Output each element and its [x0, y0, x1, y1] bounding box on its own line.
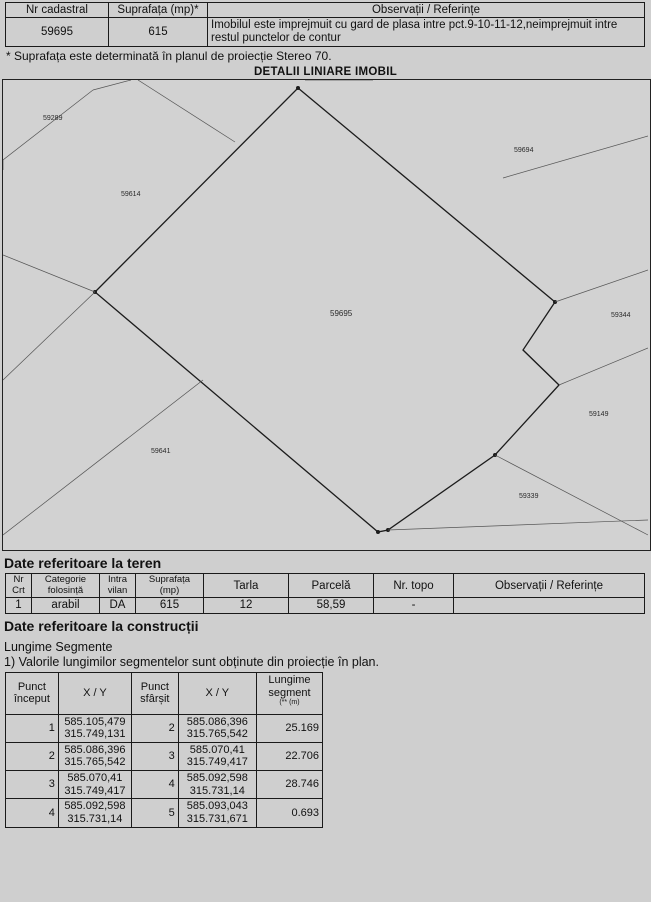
coord-x: 585.070,41 [189, 743, 245, 756]
header-suprafata: Suprafața (mp) [136, 574, 204, 598]
parcel-outline-59695 [95, 88, 559, 532]
cell-punct-inceput: 3 [6, 771, 59, 799]
parcel-edge [523, 350, 559, 385]
neighbour-line [93, 80, 131, 90]
table-row [6, 598, 645, 614]
header-nr-cadastral: Nr cadastral [6, 3, 109, 18]
header-parcela: Parcelă [289, 574, 374, 598]
cell-punct-sfarsit: 3 [131, 742, 178, 770]
neighbour-line [3, 292, 95, 380]
neighbour-line [3, 90, 93, 160]
cell-intravilan: DA [100, 598, 136, 614]
cell-xy-end [178, 714, 256, 742]
cell-punct-inceput: 2 [6, 742, 59, 770]
header-punct-inceput: Punct început [6, 672, 59, 714]
suprafata-footnote: * Suprafața este determinată în planul de proiecție Stereo 70. [6, 49, 332, 64]
cell-suprafata: 615 [136, 598, 204, 614]
neighbour-line [559, 348, 648, 385]
header-intravilan: Intra vilan [100, 574, 136, 598]
coord-x: 585.070,41 [67, 772, 123, 785]
cell-observatii: Imobilul este imprejmuit cu gard de plasa intre pct.9-10-11-12,neimprejmuit intre restul punctelor de contur [208, 18, 645, 47]
coord-x: 585.092,598 [64, 800, 126, 813]
table-row [6, 18, 645, 47]
cell-punct-sfarsit: 4 [131, 771, 178, 799]
header-categorie: Categorie folosință [32, 574, 100, 598]
neighbour-line [388, 520, 648, 530]
header-observatii: Observații / Referințe [208, 3, 645, 18]
neighbour-line [138, 80, 235, 142]
cell-punct-inceput: 1 [6, 714, 59, 742]
header-punct-sfarsit: Punct sfârșit [131, 672, 178, 714]
coord-y: 315.731,671 [186, 813, 248, 826]
header-observatii: Observații / Referințe [454, 574, 645, 598]
constructii-section-title: Date referitoare la construcții [4, 617, 199, 634]
plan-label: 59641 [151, 448, 171, 456]
plan-title: DETALII LINIARE IMOBIL [253, 66, 398, 79]
coord-y: 315.765,542 [64, 756, 126, 769]
cell-suprafata: 615 [109, 18, 208, 47]
cell-xy-end [178, 771, 256, 799]
cell-observatii [454, 598, 645, 614]
cell-punct-sfarsit: 5 [131, 799, 178, 827]
teren-table [5, 573, 645, 614]
cell-lungime: 25.169 [256, 714, 322, 742]
table-row [6, 672, 323, 714]
cell-nr-cadastral: 59695 [6, 18, 109, 47]
plan-label: 59289 [43, 115, 63, 123]
table-row [6, 799, 323, 827]
header-xy-start: X / Y [58, 672, 131, 714]
coord-x: 585.093,043 [186, 800, 248, 813]
neighbour-line [555, 270, 648, 302]
coord-x: 585.086,396 [186, 715, 248, 728]
header-lungime [256, 672, 322, 714]
cell-nr-crt: 1 [6, 598, 32, 614]
coord-x: 585.086,396 [64, 743, 126, 756]
header-tarla: Tarla [204, 574, 289, 598]
table-row [6, 3, 645, 18]
segmente-subtitle: 1) Valorile lungimilor segmentelor sunt obținute din proiecție în plan. [4, 654, 379, 669]
cell-lungime: 22.706 [256, 742, 322, 770]
coord-y: 315.731,14 [67, 813, 123, 826]
vertex-point [296, 86, 300, 90]
segmente-table [5, 672, 323, 828]
cell-lungime: 0.693 [256, 799, 322, 827]
table-row [6, 771, 323, 799]
plan-svg [3, 80, 648, 548]
plan-label: 59339 [519, 493, 539, 501]
coord-x: 585.092,598 [186, 772, 248, 785]
table-row [6, 714, 323, 742]
header-suprafata: Suprafața (mp)* [109, 3, 208, 18]
table-row [6, 574, 645, 598]
coord-y: 315.765,542 [186, 728, 248, 741]
cell-xy-start [58, 771, 131, 799]
cell-parcela: 58,59 [289, 598, 374, 614]
plan-label: 59344 [611, 312, 631, 320]
cell-punct-sfarsit: 2 [131, 714, 178, 742]
cell-xy-start [58, 742, 131, 770]
header-nr-topo: Nr. topo [374, 574, 454, 598]
header-nr-crt: Nr Crt [6, 574, 32, 598]
cell-tarla: 12 [204, 598, 289, 614]
cell-lungime: 28.746 [256, 771, 322, 799]
neighbour-line [503, 136, 648, 178]
plan-label: 59149 [589, 411, 609, 419]
vertex-point [376, 530, 380, 534]
cell-xy-end [178, 742, 256, 770]
table-row [6, 742, 323, 770]
cell-categorie: arabil [32, 598, 100, 614]
coord-y: 315.749,417 [186, 756, 248, 769]
header-lungime-unit: (** (m) [279, 699, 300, 707]
neighbour-line [3, 380, 203, 535]
plan-label: 59614 [121, 191, 141, 199]
cell-xy-start [58, 714, 131, 742]
coord-x: 585.105,479 [64, 715, 126, 728]
header-xy-end: X / Y [178, 672, 256, 714]
cell-xy-start [58, 799, 131, 827]
cell-punct-inceput: 4 [6, 799, 59, 827]
cell-nr-topo: - [374, 598, 454, 614]
teren-section-title: Date referitoare la teren [4, 555, 162, 572]
cell-xy-end [178, 799, 256, 827]
plan-label-parcel: 59695 [330, 309, 353, 319]
header-lungime-label: Lungime segment [268, 673, 311, 699]
coord-y: 315.749,417 [64, 784, 126, 797]
document-page [0, 2, 651, 902]
neighbour-line [3, 255, 95, 292]
coord-y: 315.749,131 [64, 728, 126, 741]
plan-drawing [2, 79, 651, 551]
cadastral-table [5, 2, 645, 47]
plan-label: 59694 [514, 147, 534, 155]
coord-y: 315.731,14 [189, 784, 245, 797]
segmente-title: Lungime Segmente [4, 639, 113, 654]
